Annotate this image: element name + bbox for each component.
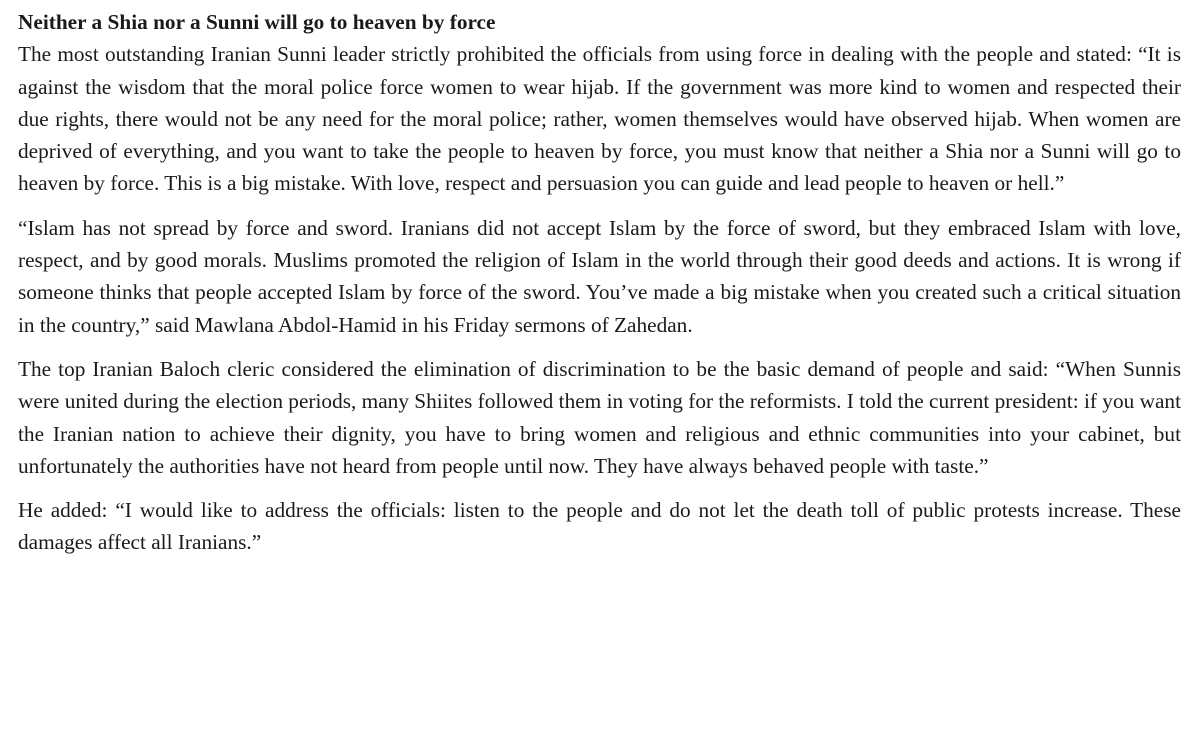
article-paragraph: The top Iranian Baloch cleric considered the elimination of discrimination to be the basic demand of people and said: “When Sunnis were united during the election periods, many Shiites followed them in voting for the reformists. I told the current president: if you want the Iranian nation to achieve their dignity, you have to bring women and religious and ethnic communities into your cabinet, but unfortunately the authorities have not heard from people until now. They have always behaved people with taste.” <box>18 356 1181 478</box>
article-paragraph: The most outstanding Iranian Sunni leader strictly prohibited the officials from using force in dealing with the people and stated: “It is against the wisdom that the moral police force women to wear hijab. If the government was more kind to women and respected their due rights, there would not be any need for the moral police; rather, women themselves would have observed hijab. When women are deprived of everything, and you want to take the people to heaven by force, you must know that neither a Shia nor a Sunni will go to heaven by force. This is a big mistake. With love, respect and persuasion you can guide and lead people to heaven or hell.” <box>18 42 1181 196</box>
article-paragraph: He added: “I would like to address the officials: listen to the people and do not let the death toll of public protests increase. These damages affect all Iranians.” <box>18 498 1181 555</box>
article-heading: Neither a Shia nor a Sunni will go to heaven by force <box>18 10 496 34</box>
article-paragraph: “Islam has not spread by force and sword. Iranians did not accept Islam by the force of sword, but they embraced Islam with love, respect, and by good morals. Muslims promoted the religion of Islam in the world through their good deeds and actions. It is wrong if someone thinks that people accepted Islam by force of the sword. You’ve made a big mistake when you created such a critical situation in the country,” said Mawlana Abdol-Hamid in his Friday sermons of Zahedan. <box>18 215 1181 337</box>
